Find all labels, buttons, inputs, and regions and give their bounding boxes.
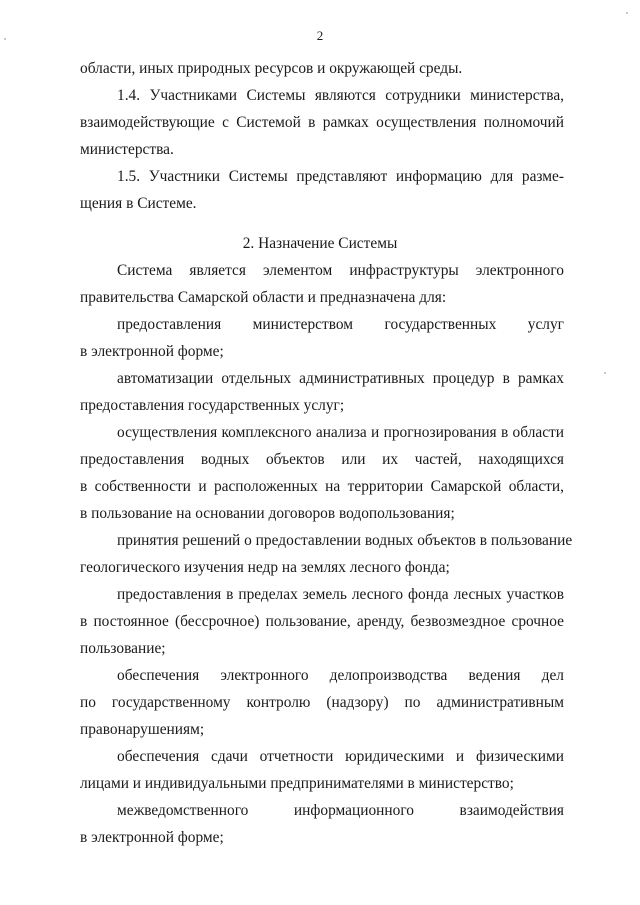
text-line: 1.4. Участниками Системы являются сотрудники министерства, [117, 87, 564, 104]
text-line: осуществления комплексного анализа и прогнозирования в области [117, 424, 564, 441]
text-line: предоставления водных объектов или их частей, находящихся [80, 451, 564, 468]
text-line: предоставления в пределах земель лесного фонда лесных участков [117, 586, 564, 603]
scan-speck [4, 38, 6, 40]
text-line: лицами и индивидуальными предпринимателями в министерство; [80, 775, 514, 792]
text-line: министерства. [80, 141, 174, 158]
text-line: межведомственного информационного взаимодействия [117, 802, 564, 819]
text-line: обеспечения сдачи отчетности юридическими и физическими [117, 748, 564, 765]
text-line: правительства Самарской области и предназначена для: [80, 289, 447, 306]
page-number: 2 [316, 28, 324, 43]
text-line: взаимодействующие с Системой в рамках осуществления полномочий [80, 114, 564, 131]
scan-speck [604, 372, 606, 374]
text-line: в собственности и расположенных на территории Самарской области, [80, 478, 564, 495]
text-line: в пользование на основании договоров водопользования; [80, 505, 455, 522]
text-line: обеспечения электронного делопроизводства ведения дел [117, 667, 564, 684]
section-heading: 2. Назначение Системы [242, 235, 398, 252]
text-line: пользование; [80, 640, 166, 657]
text-line: в постоянное (бессрочное) пользование, аренду, безвозмездное срочное [80, 613, 564, 630]
text-line: принятия решений о предоставлении водных объектов в пользование [117, 532, 573, 549]
text-line: геологического изучения недр на землях лесного фонда; [80, 559, 450, 576]
text-line: 1.5. Участники Системы представляют информацию для разме- [117, 168, 564, 185]
text-line: предоставления министерством государственных услуг [117, 316, 564, 333]
text-line: в электронной форме; [80, 829, 224, 846]
text-line: в электронной форме; [80, 343, 224, 360]
text-line: области, иных природных ресурсов и окружающей среды. [80, 60, 463, 77]
text-line: Система является элементом инфраструктуры электронного [117, 262, 564, 279]
text-line: предоставления государственных услуг; [80, 397, 345, 414]
text-line: правонарушениям; [80, 721, 205, 738]
text-line: по государственному контролю (надзору) по административным [80, 694, 564, 711]
text-line: щения в Системе. [80, 195, 197, 212]
scan-speck [626, 12, 628, 14]
text-line: автоматизации отдельных административных процедур в рамках [117, 370, 564, 387]
